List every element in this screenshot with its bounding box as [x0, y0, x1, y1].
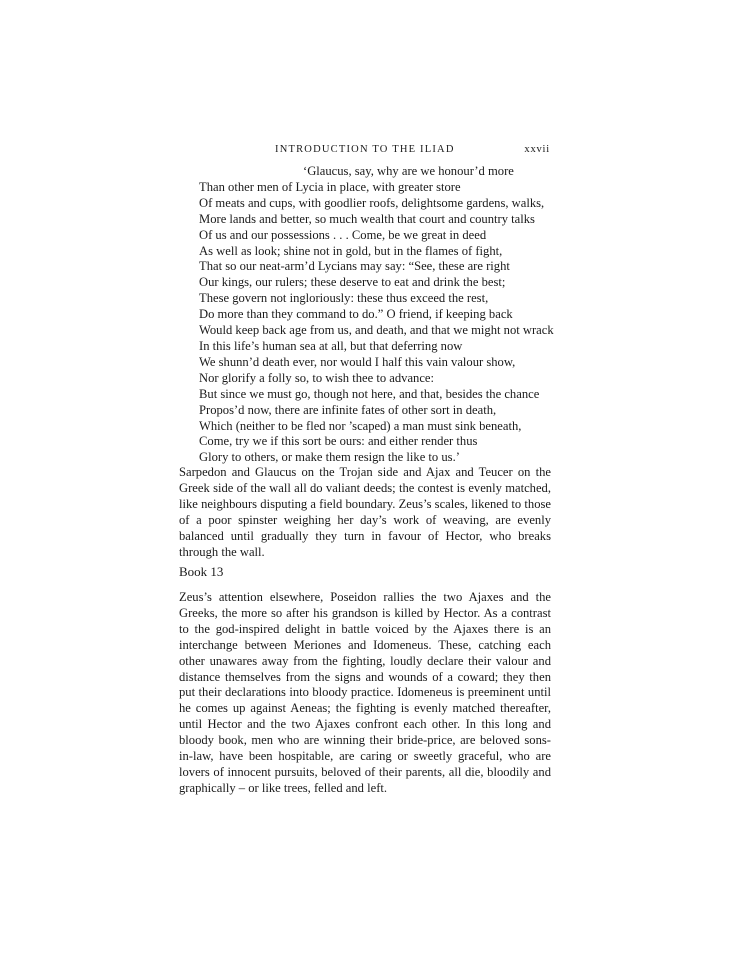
verse-line: In this life’s human sea at all, but that deferring now: [199, 338, 463, 353]
verse-line: We shunn’d death ever, nor would I half this vain valour show,: [199, 354, 516, 369]
verse-line: Glory to others, or make them resign the like to us.’: [199, 450, 460, 465]
verse-line: Come, try we if this sort be ours: and either render thus: [199, 434, 478, 449]
book-13-heading: Book 13: [179, 564, 224, 579]
running-head: [178, 144, 550, 160]
verse-line: Propos’d now, there are infinite fates of other sort in death,: [199, 402, 497, 417]
verse-line: But since we must go, though not here, and that, besides the chance: [199, 386, 540, 401]
verse-line: More lands and better, so much wealth that court and country talks: [199, 211, 535, 226]
verse-line: That so our neat-arm’d Lycians may say: “See, these are right: [199, 259, 510, 274]
verse-line: Which (neither to be fled nor ’scaped) a man must sink beneath,: [199, 418, 522, 433]
running-head-title: INTRODUCTION TO THE ILIAD: [275, 144, 455, 155]
verse-line: Of meats and cups, with goodlier roofs, delightsome gardens, walks,: [199, 195, 545, 210]
page-number: xxvii: [524, 144, 550, 155]
summary-paragraph-book-13: Zeus’s attention elsewhere, Poseidon rallies the two Ajaxes and the Greeks, the more so after his grandson is killed by Hector. As a contrast to the god-inspired delight in battle voiced by the Ajaxes there is an interchange between Meriones and Idomeneus. These, catching each other unawares away from the fighting, loudly declare their valour and distance themselves from the signs and wounds of a coward; they then put their declarations into bloody practice. Idomeneus is preeminent until he comes up against Aeneas; the fighting is evenly matched thereafter, until Hector and the two Ajaxes confront each other. In this long and bloody book, men who are winning their bride-price, are beloved sons-in-law, have been hospitable, are caring or sweetly graceful, who are lovers of innocent pursuits, beloved of their parents, all die, bloodily and graphically – or like trees, felled and left.: [179, 590, 551, 795]
verse-line: Do more than they command to do.” O friend, if keeping back: [199, 307, 513, 322]
verse-line: Nor glorify a folly so, to wish thee to advance:: [199, 370, 435, 385]
verse-quotation: [199, 164, 559, 466]
verse-line: Would keep back age from us, and death, and that we might not wrack: [199, 323, 554, 338]
verse-line: Our kings, our rulers; these deserve to eat and drink the best;: [199, 275, 506, 290]
verse-line: ‘Glaucus, say, why are we honour’d more: [303, 164, 514, 178]
verse-line: Than other men of Lycia in place, with greater store: [199, 179, 461, 194]
verse-line: As well as look; shine not in gold, but in the flames of fight,: [199, 243, 503, 258]
summary-paragraph-book-12: Sarpedon and Glaucus on the Trojan side and Ajax and Teucer on the Greek side of the wall all do valiant deeds; the contest is evenly matched, like neighbours disputing a field boundary. Zeus’s scales, likened to those of a poor spinster weighing her day’s work of weaving, are evenly balanced until gradually they turn in favour of Hector, who breaks through the wall.: [179, 465, 551, 559]
verse-line: Of us and our possessions . . . Come, be we great in deed: [199, 227, 487, 242]
verse-line: These govern not ingloriously: these thus exceed the rest,: [199, 291, 489, 306]
